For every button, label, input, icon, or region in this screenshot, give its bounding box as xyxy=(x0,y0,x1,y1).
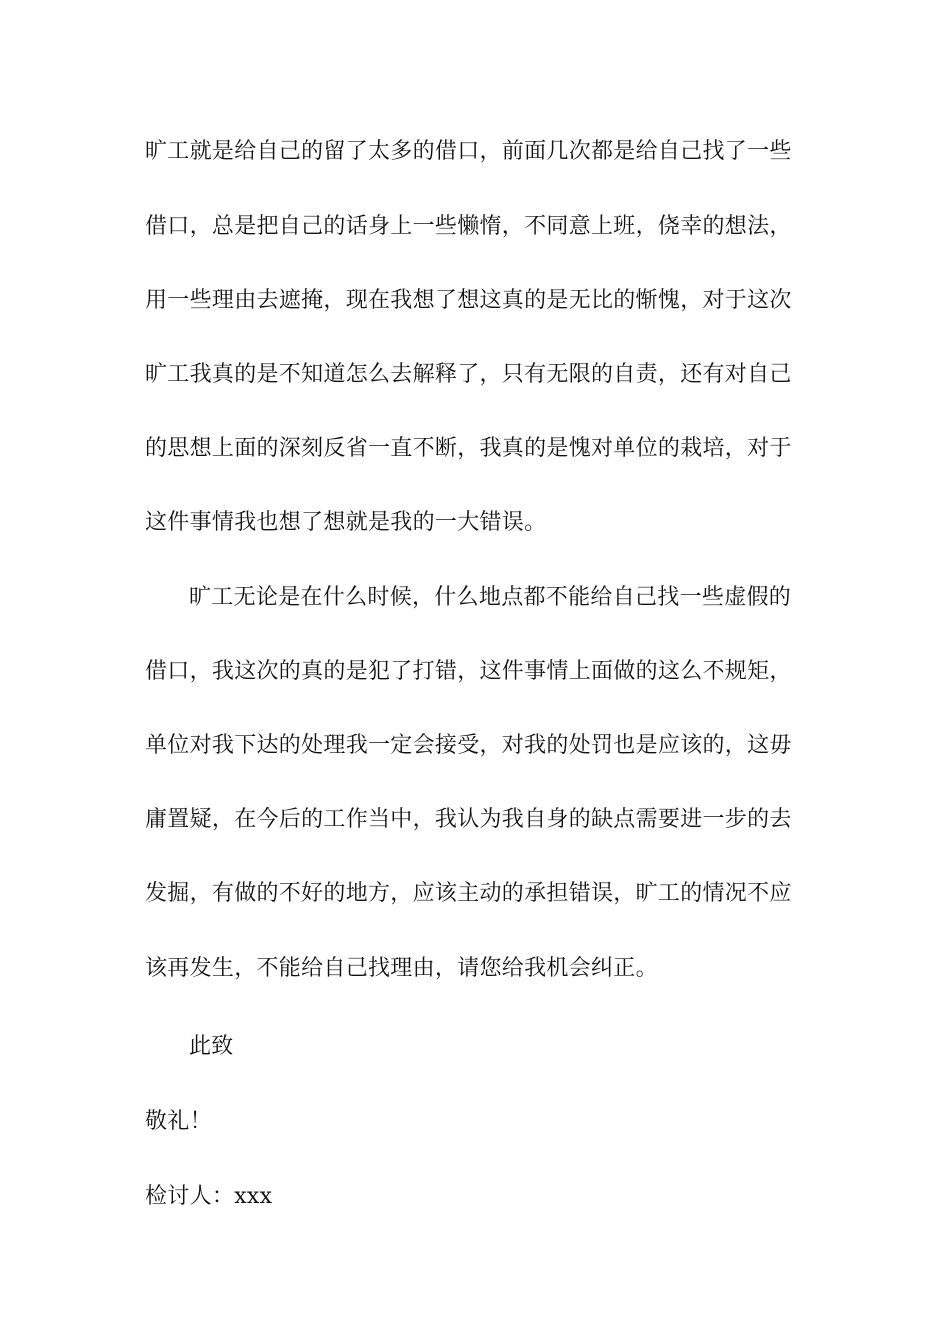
paragraph-2-line-5: 发掘，有做的不好的地方，应该主动的承担错误，旷工的情况不应 xyxy=(145,881,792,906)
paragraph-2-line-1: 旷工无论是在什么时候，什么地点都不能给自己找一些虚假的 xyxy=(189,585,792,610)
paragraph-1-line-5: 的思想上面的深刻反省一直不断，我真的是愧对单位的栽培，对于 xyxy=(145,436,792,461)
paragraph-2-line-4: 庸置疑，在今后的工作当中，我认为我自身的缺点需要进一步的去 xyxy=(145,807,792,832)
paragraph-2-line-6: 该再发生，不能给自己找理由，请您给我机会纠正。 xyxy=(145,956,658,981)
paragraph-1-line-3: 用一些理由去遮掩，现在我想了想这真的是无比的惭愧，对于这次 xyxy=(145,288,792,313)
closing-text: 此致 xyxy=(189,1034,234,1059)
paragraph-1-line-1: 旷工就是给自己的留了太多的借口，前面几次都是给自己找了一些 xyxy=(145,139,792,164)
salutation-text: 敬礼！ xyxy=(145,1109,212,1134)
signature-text: 检讨人：xxx xyxy=(145,1184,273,1209)
paragraph-1-line-2: 借口，总是把自己的话身上一些懒惰，不同意上班，侥幸的想法， xyxy=(145,214,792,239)
paragraph-2-line-2: 借口，我这次的真的是犯了打错，这件事情上面做的这么不规矩， xyxy=(145,659,792,684)
paragraph-1-line-6: 这件事情我也想了想就是我的一大错误。 xyxy=(145,510,547,535)
paragraph-1-line-4: 旷工我真的是不知道怎么去解释了，只有无限的自责，还有对自己 xyxy=(145,362,792,387)
paragraph-2-line-3: 单位对我下达的处理我一定会接受，对我的处罚也是应该的，这毋 xyxy=(145,733,792,758)
